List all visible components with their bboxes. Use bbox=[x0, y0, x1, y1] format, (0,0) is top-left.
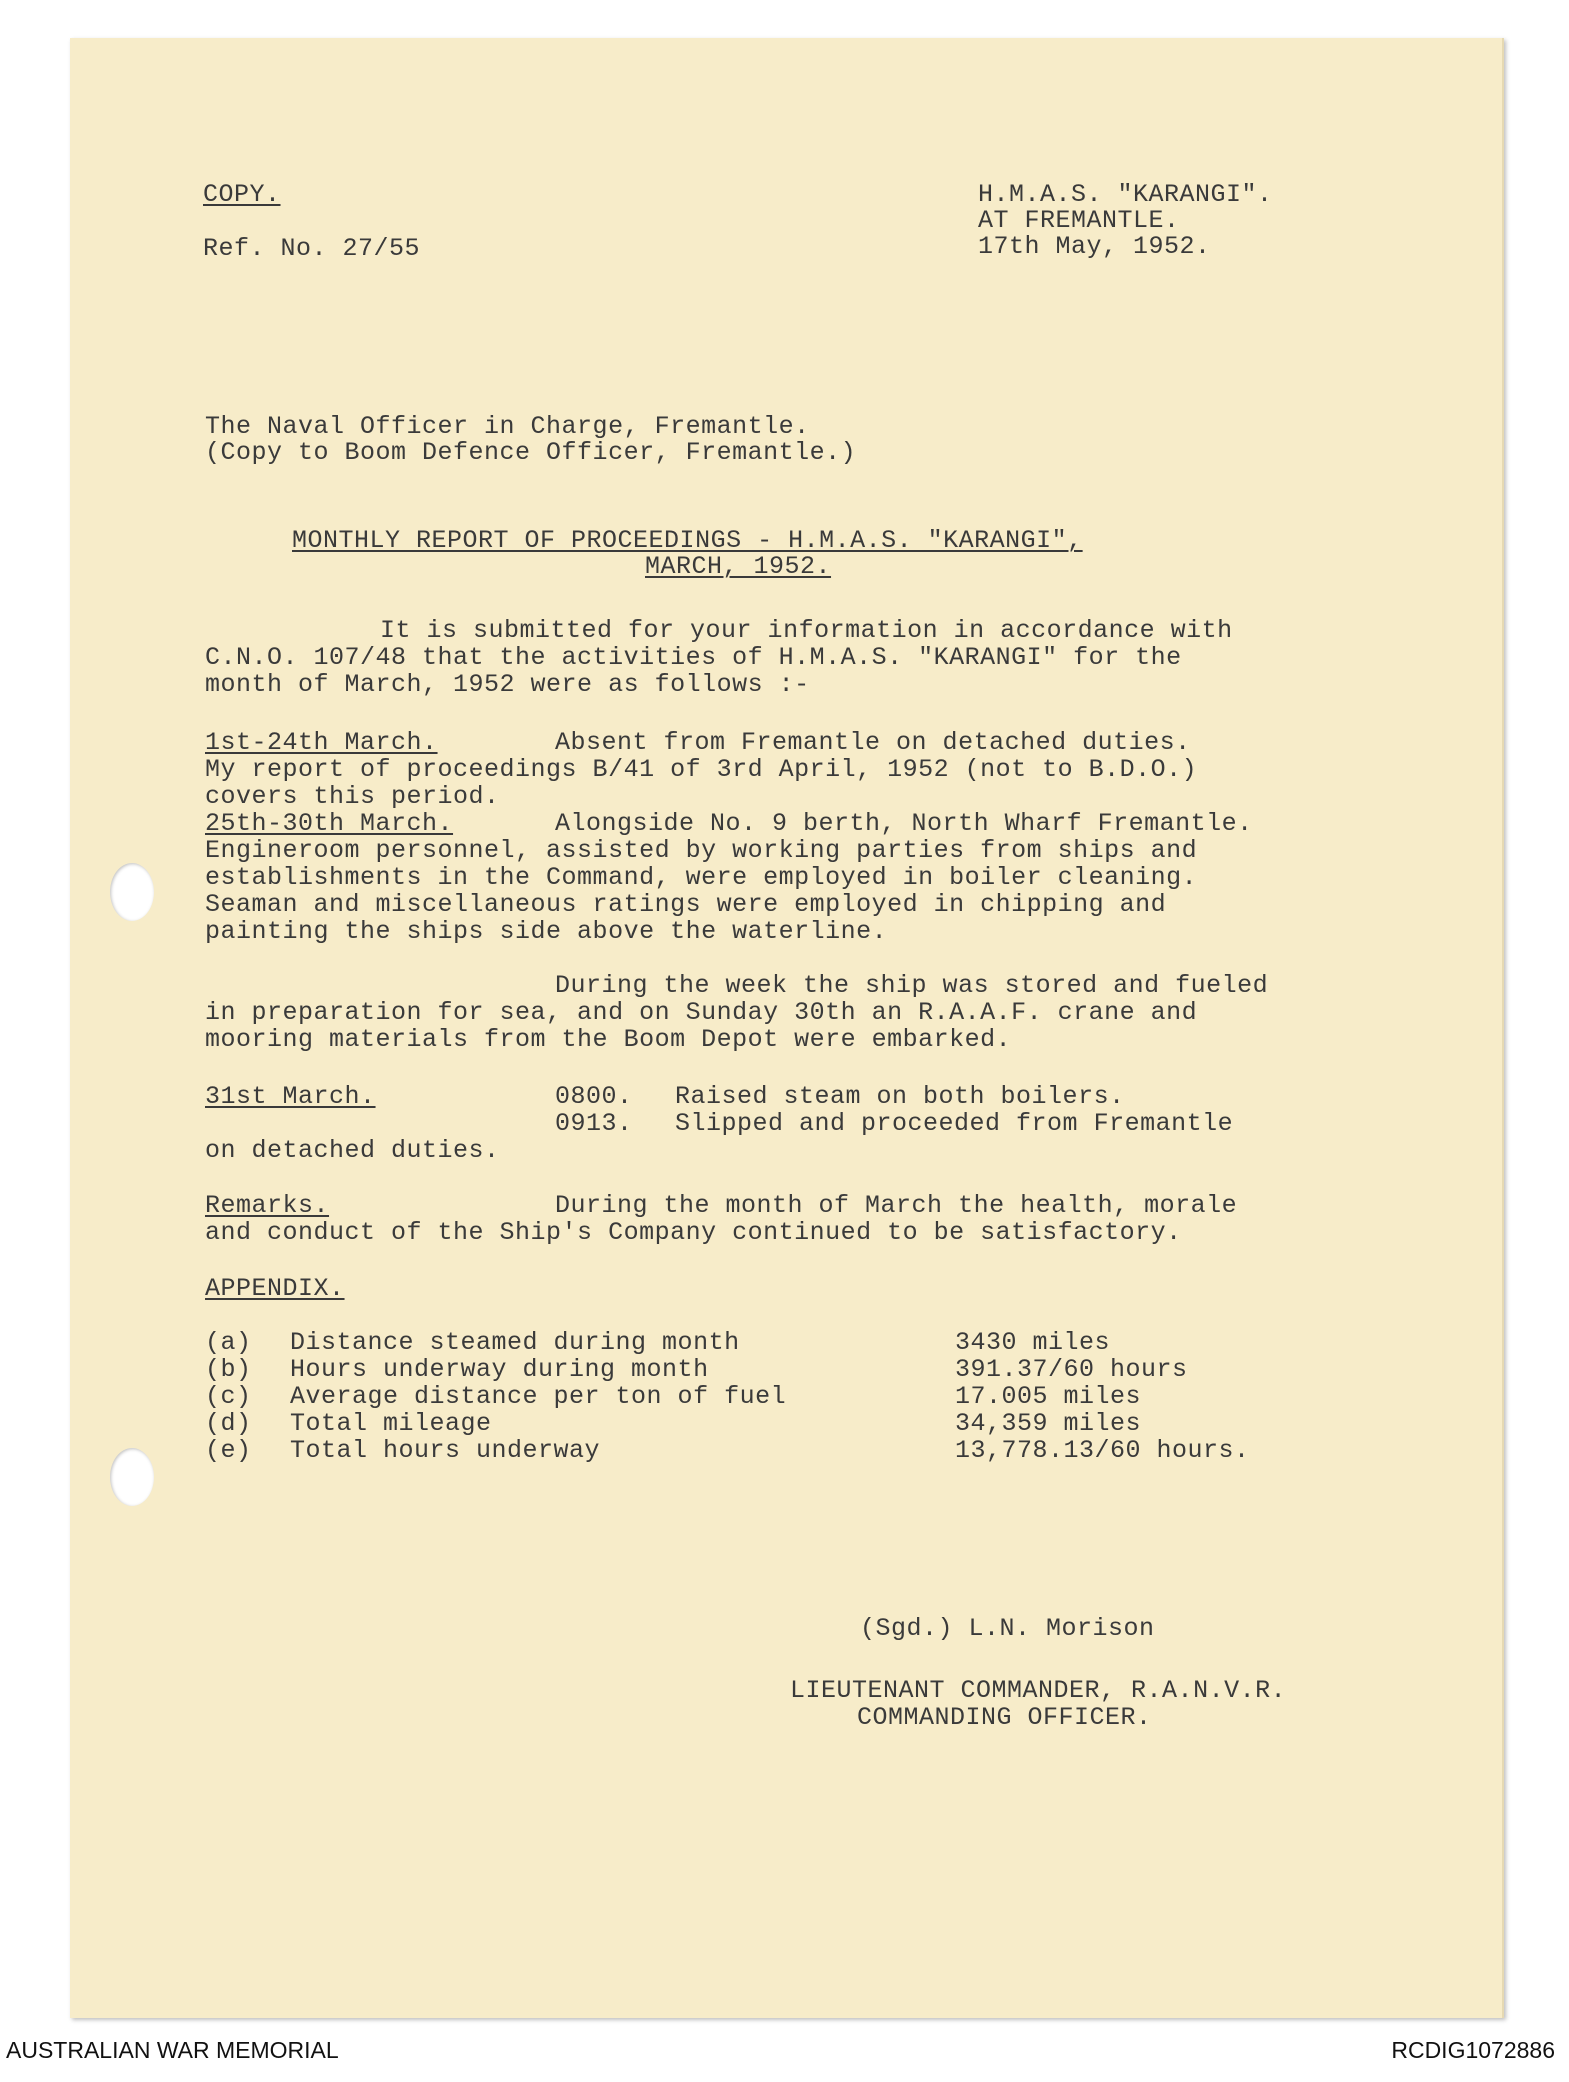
punch-hole bbox=[110, 863, 154, 921]
remarks-text: and conduct of the Ship's Company continued to be satisfactory. bbox=[205, 1218, 1182, 1247]
entry-text: Alongside No. 9 berth, North Wharf Fremantle. bbox=[555, 809, 1253, 838]
entry-text: Slipped and proceeded from Fremantle bbox=[675, 1109, 1234, 1138]
appendix-item-key: (a) bbox=[205, 1328, 252, 1357]
ship-name: H.M.A.S. "KARANGI". bbox=[978, 180, 1273, 209]
document-date: 17th May, 1952. bbox=[978, 232, 1211, 261]
entry-text: painting the ships side above the waterline. bbox=[205, 917, 888, 946]
appendix-item-value: 13,778.13/60 hours. bbox=[955, 1436, 1250, 1465]
intro-line: month of March, 1952 were as follows :- bbox=[205, 670, 810, 699]
entry-time: 0800. bbox=[555, 1082, 633, 1111]
appendix-item-label: Average distance per ton of fuel bbox=[290, 1382, 787, 1411]
entry-text: Raised steam on both boilers. bbox=[675, 1082, 1125, 1111]
reference-number: Ref. No. 27/55 bbox=[203, 234, 421, 263]
entry-time: 0913. bbox=[555, 1109, 633, 1138]
appendix-item-key: (e) bbox=[205, 1436, 252, 1465]
appendix-item-key: (c) bbox=[205, 1382, 252, 1411]
entry-text: establishments in the Command, were employed in boiler cleaning. bbox=[205, 863, 1198, 892]
entry-date-label: 25th-30th March. bbox=[205, 809, 454, 838]
intro-line: C.N.O. 107/48 that the activities of H.M.A.S. "KARANGI" for the bbox=[205, 643, 1182, 672]
copy-label: COPY. bbox=[203, 180, 281, 209]
entry-text: During the week the ship was stored and fueled bbox=[555, 971, 1269, 1000]
appendix-label: APPENDIX. bbox=[205, 1274, 345, 1303]
report-title: MONTHLY REPORT OF PROCEEDINGS - H.M.A.S. "KARANGI", bbox=[292, 526, 1083, 555]
signature-rank: LIEUTENANT COMMANDER, R.A.N.V.R. bbox=[790, 1676, 1287, 1705]
footer-institution: AUSTRALIAN WAR MEMORIAL bbox=[6, 2037, 339, 2063]
addressee-copy-line: (Copy to Boom Defence Officer, Fremantle.) bbox=[205, 438, 857, 467]
appendix-item-value: 391.37/60 hours bbox=[955, 1355, 1188, 1384]
appendix-item-value: 34,359 miles bbox=[955, 1409, 1142, 1438]
entry-text: Engineroom personnel, assisted by working parties from ships and bbox=[205, 836, 1198, 865]
entry-text: covers this period. bbox=[205, 782, 500, 811]
footer-record-id: RCDIG1072886 bbox=[1391, 2037, 1555, 2063]
appendix-item-value: 3430 miles bbox=[955, 1328, 1111, 1357]
entry-text: Seaman and miscellaneous ratings were employed in chipping and bbox=[205, 890, 1167, 919]
document-page bbox=[70, 38, 1504, 2018]
signature-name: (Sgd.) L.N. Morison bbox=[860, 1614, 1155, 1643]
appendix-item-label: Total hours underway bbox=[290, 1436, 601, 1465]
entry-text: in preparation for sea, and on Sunday 30th an R.A.A.F. crane and bbox=[205, 998, 1198, 1027]
entry-text: on detached duties. bbox=[205, 1136, 500, 1165]
appendix-item-key: (d) bbox=[205, 1409, 252, 1438]
appendix-item-label: Distance steamed during month bbox=[290, 1328, 740, 1357]
entry-text: Absent from Fremantle on detached duties. bbox=[555, 728, 1191, 757]
entry-text: My report of proceedings B/41 of 3rd April, 1952 (not to B.D.O.) bbox=[205, 755, 1198, 784]
punch-hole bbox=[110, 1448, 154, 1506]
signature-role: COMMANDING OFFICER. bbox=[857, 1703, 1152, 1732]
entry-text: mooring materials from the Boom Depot were embarked. bbox=[205, 1025, 1012, 1054]
appendix-item-value: 17.005 miles bbox=[955, 1382, 1142, 1411]
intro-line: It is submitted for your information in accordance with bbox=[380, 616, 1233, 645]
entry-date-label: 1st-24th March. bbox=[205, 728, 438, 757]
entry-date-label: 31st March. bbox=[205, 1082, 376, 1111]
appendix-item-label: Total mileage bbox=[290, 1409, 492, 1438]
remarks-text: During the month of March the health, morale bbox=[555, 1191, 1238, 1220]
appendix-item-key: (b) bbox=[205, 1355, 252, 1384]
location: AT FREMANTLE. bbox=[978, 206, 1180, 235]
addressee-line: The Naval Officer in Charge, Fremantle. bbox=[205, 412, 810, 441]
report-month: MARCH, 1952. bbox=[645, 552, 832, 581]
appendix-item-label: Hours underway during month bbox=[290, 1355, 709, 1384]
remarks-label: Remarks. bbox=[205, 1191, 330, 1220]
